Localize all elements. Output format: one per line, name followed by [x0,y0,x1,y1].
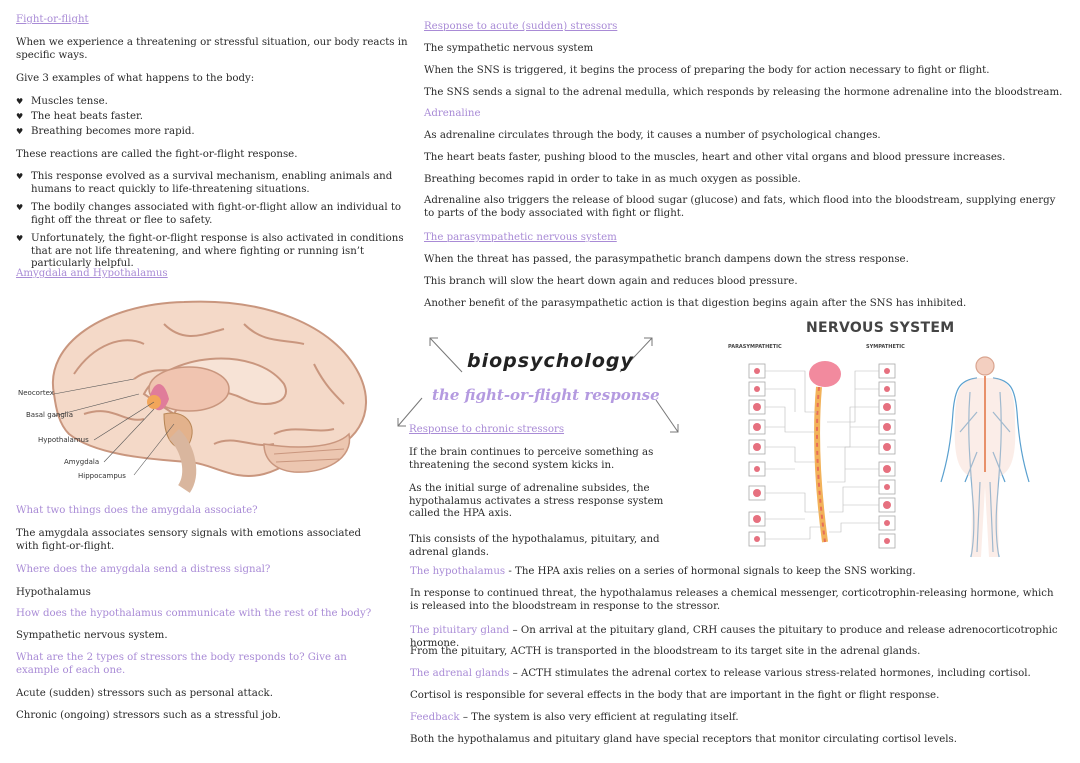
chronic-text: This consists of the hypothalamus, pituitary, and adrenal glands. [409,534,660,558]
answer: Chronic (ongoing) stressors such as a stressful job. [16,710,281,721]
parasympathetic-label: PARASYMPATHETIC [728,344,782,350]
list-item: ♥ Muscles tense. [31,96,108,109]
adrenal-label: The adrenal glands [410,668,510,679]
feedback-text: – The system is also very efficient at regulating itself. [459,712,739,723]
question: What are the 2 types of stressors the body responds to? Give an example of each one. [16,652,347,676]
pituitary-text: – On arrival at the pituitary gland, CRH causes the pituitary to produce and release adrenocorticotrophic hormone. [410,625,1058,649]
acute-heading: Response to acute (sudden) stressors [424,21,618,32]
pituitary-text: From the pituitary, ACTH is transported in the bloodstream to its target site in the adrenal glands. [410,646,921,657]
answer: Acute (sudden) stressors such as personal attack. [16,688,273,699]
pituitary-label: The pituitary gland [410,625,510,636]
parasympathetic-text: This branch will slow the heart down again and reduces blood pressure. [424,276,798,287]
list-item: ♥ The heat beats faster. [31,111,143,124]
adrenaline-text: Breathing becomes rapid in order to take in as much oxygen as possible. [424,174,801,185]
answer: The amygdala associates sensory signals with emotions associated with fight-or-flight. [16,528,362,552]
nervous-system-diagram [715,352,1075,562]
question: Where does the amygdala send a distress signal? [16,564,271,575]
feedback-line [410,712,739,725]
brain-illustration [14,284,384,499]
sns-signal-text: The SNS sends a signal to the adrenal medulla, which responds by releasing the hormone adrenaline into the bloodstream. [424,87,1063,98]
sns-text: The sympathetic nervous system [424,43,594,54]
brain-label: Amygdala [64,458,100,466]
biopsychology-title: biopsychology [467,350,634,372]
fight-or-flight-heading: Fight-or-flight [16,14,89,25]
feedback-label: Feedback [410,712,460,723]
adrenaline-heading: Adrenaline [424,108,481,119]
adrenaline-text: Adrenaline also triggers the release of blood sugar (glucose) and fats, which flood into the bloodstream, supplying energy to parts of the body associated with fight or flight. [424,195,1056,219]
sns-trigger-text: When the SNS is triggered, it begins the process of preparing the body for action necessary to fight or flight. [424,65,990,76]
nervous-system-title: NERVOUS SYSTEM [806,320,955,336]
brain-label: Hypothalamus [38,436,89,444]
adrenal-line [410,668,1031,681]
reactions-text: These reactions are called the fight-or-flight response. [16,149,298,160]
answer: Sympathetic nervous system. [16,630,168,641]
answer: Hypothalamus [16,587,91,598]
adrenaline-text: The heart beats faster, pushing blood to the muscles, heart and other vital organs and blood pressure increases. [424,152,1006,163]
adrenaline-text: As adrenaline circulates through the body, it causes a number of psychological changes. [424,130,881,141]
hypothalamus-label: The hypothalamus [410,566,506,577]
list-item: ♥ Unfortunately, the fight-or-flight response is also activated in conditions that are not life threatening, and where fighting or running isn’t particularly helpful. [31,233,417,271]
adrenal-text: Cortisol is responsible for several effects in the body that are important in the fight or flight response. [410,690,940,701]
hypothalamus-line [410,566,916,579]
parasympathetic-text: Another benefit of the parasympathetic action is that digestion begins again after the SNS has inhibited. [424,298,967,309]
hypothalamus-text: In response to continued threat, the hypothalamus releases a chemical messenger, corticotrophin-releasing hormone, which is released into the bloodstream in response to the stressor. [410,588,1054,612]
chronic-text: As the initial surge of adrenaline subsides, the hypothalamus activates a stress response system called the HPA axis. [409,483,664,520]
parasympathetic-text: When the threat has passed, the parasympathetic branch dampens down the stress response. [424,254,909,265]
brain-label: Basal ganglia [26,411,73,419]
question: How does the hypothalamus communicate with the rest of the body? [16,608,372,619]
fight-or-flight-subtitle: the fight-or-flight response [432,386,660,404]
adrenal-text: – ACTH stimulates the adrenal cortex to release various stress-related hormones, including cortisol. [509,668,1031,679]
chronic-heading: Response to chronic stressors [409,424,565,435]
feedback-text: Both the hypothalamus and pituitary gland have special receptors that monitor circulating cortisol levels. [410,734,957,745]
list-item: ♥ This response evolved as a survival mechanism, enabling animals and humans to react quickly to life-threatening situations. [31,171,417,196]
give-examples-text: Give 3 examples of what happens to the body: [16,73,255,84]
question: What two things does the amygdala associate? [16,505,258,516]
list-item: ♥ The bodily changes associated with fight-or-flight allow an individual to fight off the threat or flee to safety. [31,202,417,227]
parasympathetic-heading: The parasympathetic nervous system [424,232,617,243]
brain-label: Neocortex [18,389,54,397]
list-item: ♥ Breathing becomes more rapid. [31,126,195,139]
amygdala-heading: Amygdala and Hypothalamus [16,268,168,279]
brain-label: Hippocampus [78,472,126,480]
hypothalamus-text: - The HPA axis relies on a series of hormonal signals to keep the SNS working. [505,566,916,577]
chronic-text: If the brain continues to perceive something as threatening the second system kicks in. [409,447,654,471]
intro-text: When we experience a threatening or stressful situation, our body reacts in specific ways. [16,37,408,61]
sympathetic-label: SYMPATHETIC [866,344,905,350]
